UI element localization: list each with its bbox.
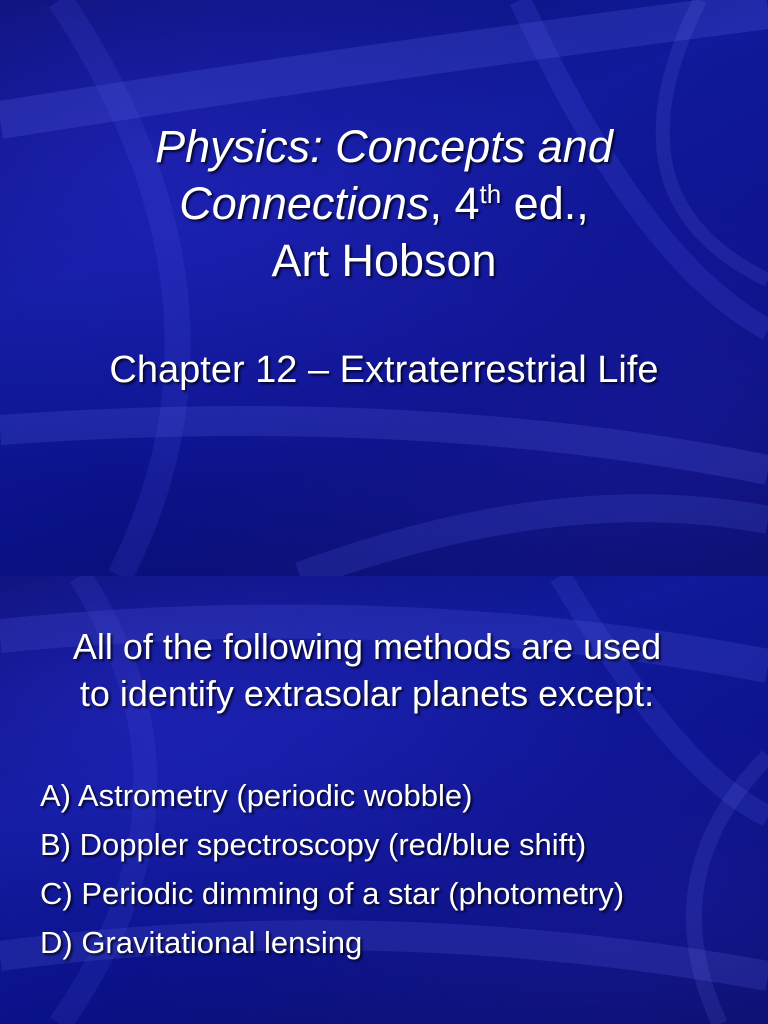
edition-suffix: ed., [501, 178, 589, 229]
book-title-part-1: Physics: Concepts and [155, 121, 613, 172]
question-line-1: All of the following methods are used [72, 626, 662, 667]
title-line-2 [0, 175, 768, 232]
option-d: D) Gravitational lensing [40, 925, 363, 960]
option-a: A) Astrometry (periodic wobble) [40, 778, 473, 813]
option-c: C) Periodic dimming of a star (photometry) [40, 876, 625, 911]
answer-options [40, 771, 624, 967]
option-b: B) Doppler spectroscopy (red/blue shift) [40, 827, 587, 862]
edition-prefix: , 4 [429, 178, 480, 229]
edition-superscript: th [479, 179, 502, 209]
question-text [0, 623, 734, 717]
question-slide [0, 576, 768, 1024]
book-title-part-2: Connections [179, 178, 430, 229]
chapter-heading: Chapter 12 – Extraterrestrial Life [109, 349, 659, 391]
question-line-2: to identify extrasolar planets except: [79, 673, 655, 714]
title-line-1 [0, 118, 768, 175]
author-name: Art Hobson [271, 235, 497, 286]
slide-title [0, 118, 768, 289]
